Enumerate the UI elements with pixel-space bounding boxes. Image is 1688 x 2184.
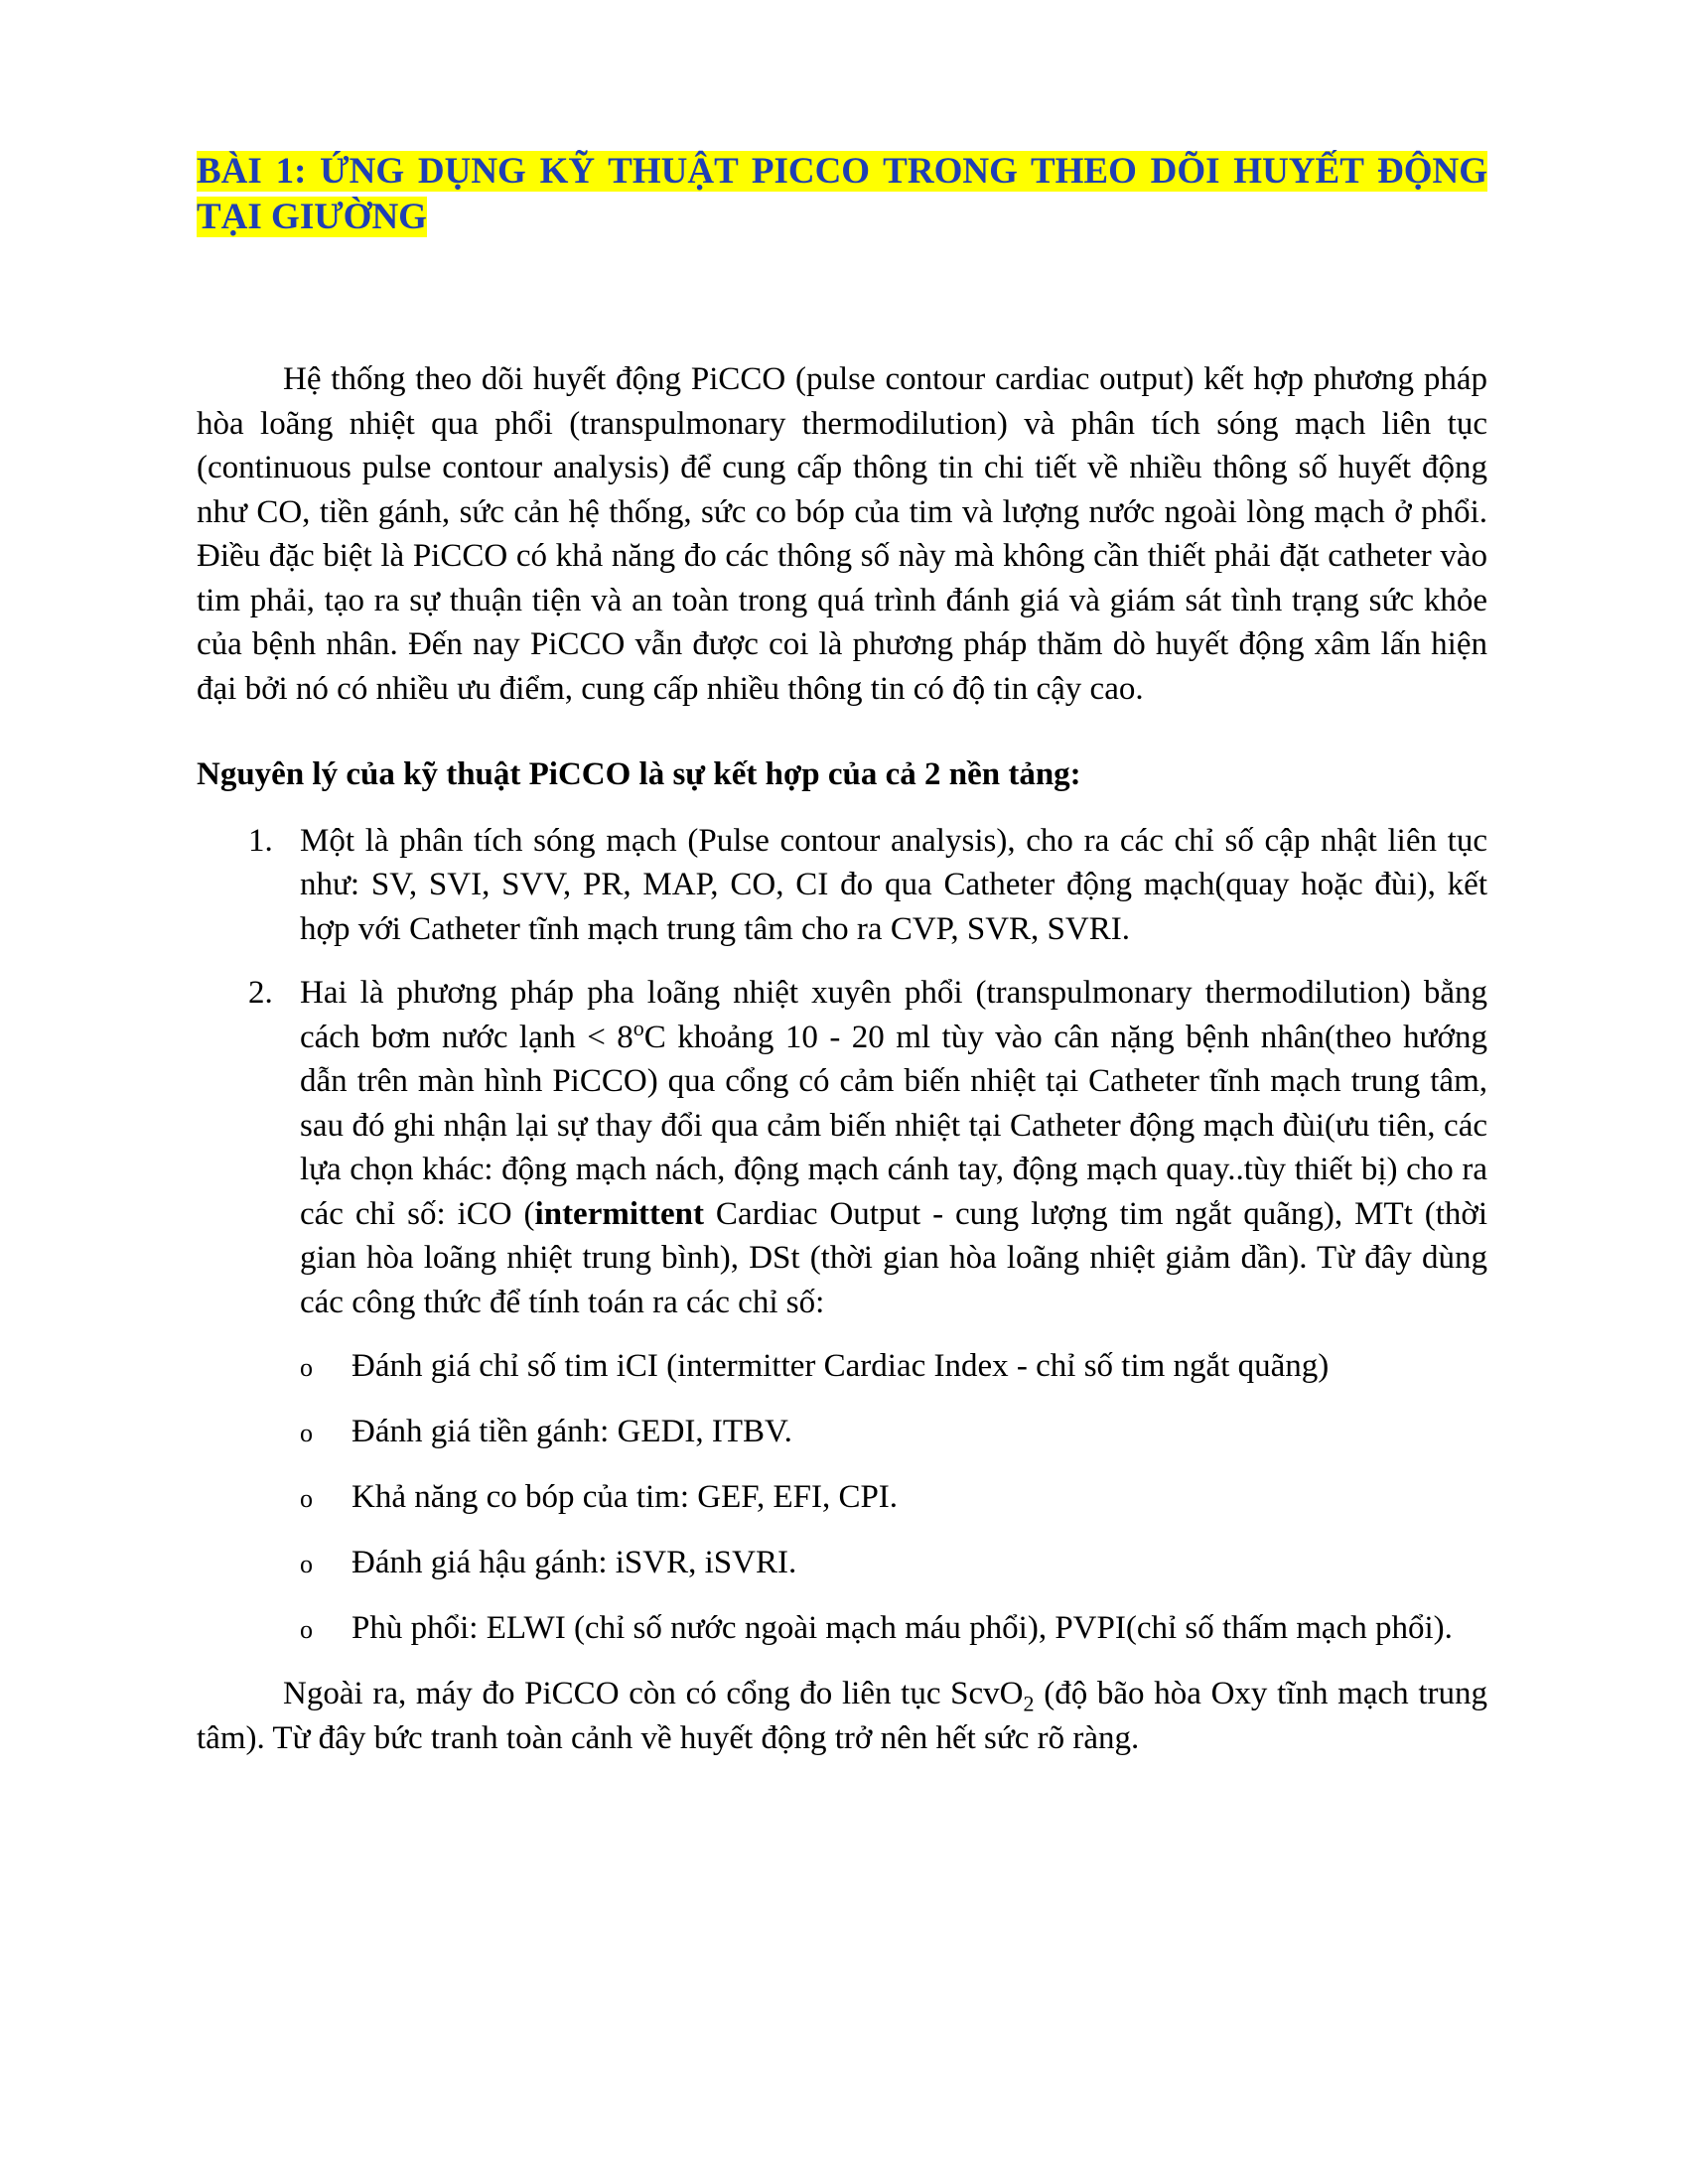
bullet-icon: o bbox=[300, 1353, 313, 1382]
title-highlight: BÀI 1: ỨNG DỤNG KỸ THUẬT PICCO TRONG THEO DÕI HUYẾT ĐỘNG TẠI GIƯỜNG bbox=[197, 151, 1487, 237]
sublist-item bbox=[300, 1344, 1487, 1391]
lesson-title bbox=[197, 149, 1487, 240]
sublist-item-text: Đánh giá hậu gánh: iSVR, iSVRI. bbox=[352, 1545, 797, 1580]
outro-paragraph bbox=[197, 1672, 1487, 1760]
list-number: 1. bbox=[248, 822, 273, 859]
sublist-item-text: Phù phổi: ELWI (chỉ số nước ngoài mạch máu phổi), PVPI(chỉ số thấm mạch phổi). bbox=[352, 1610, 1453, 1646]
index-sublist bbox=[300, 1344, 1487, 1653]
principle-heading: Nguyên lý của kỹ thuật PiCCO là sự kết hợp của cả 2 nền tảng: bbox=[197, 756, 1081, 792]
sublist-item-text: Đánh giá tiền gánh: GEDI, ITBV. bbox=[352, 1414, 792, 1449]
outro-text-part: Ngoài ra, máy đo PiCCO còn có cổng đo liên tục ScvO bbox=[283, 1676, 1024, 1711]
bold-term: intermittent bbox=[534, 1195, 704, 1232]
list-item-text: Một là phân tích sóng mạch (Pulse contour analysis), cho ra các chỉ số cập nhật liên tục như: SV, SVI, SVV, PR, MAP, CO, CI đo qua Catheter động mạch(quay hoặc đùi), kết hợp với Catheter tĩnh mạch trung tâm cho ra CVP, SVR, SVRI. bbox=[300, 822, 1487, 947]
intro-paragraph: Hệ thống theo dõi huyết động PiCCO (pulse contour cardiac output) kết hợp phương pháp hòa loãng nhiệt qua phổi (transpulmonary thermodilution) và phân tích sóng mạch liên tục (continuous pulse contour analysis) để cung cấp thông tin chi tiết về nhiều thông số huyết động như CO, tiền gánh, sức cản hệ thống, sức co bóp của tim và lượng nước ngoài lòng mạch ở phổi. Điều đặc biệt là PiCCO có khả năng đo các thông số này mà không cần thiết phải đặt catheter vào tim phải, tạo ra sự thuận tiện và an toàn trong quá trình đánh giá và giám sát tình trạng sức khỏe của bệnh nhân. Đến nay PiCCO vẫn được coi là phương pháp thăm dò huyết động xâm lấn hiện đại bởi nó có nhiều ưu điểm, cung cấp nhiều thông tin có độ tin cậy cao. bbox=[197, 361, 1487, 707]
sublist-item bbox=[300, 1410, 1487, 1456]
bullet-icon: o bbox=[300, 1550, 313, 1578]
list-text-part: Hai là phương pháp pha loãng nhiệt xuyên phổi (transpulmonary thermodilution) bằng cách bơm nước lạnh < 8 bbox=[300, 975, 1487, 1055]
list-item-text bbox=[300, 971, 1487, 1324]
subscript: 2 bbox=[1023, 1691, 1035, 1716]
list-text-part: C khoảng 10 - 20 ml tùy vào cân nặng bệnh nhân(theo hướng dẫn trên màn hình PiCCO) qua cổng có cảm biến nhiệt tại Catheter tĩnh mạch trung tâm, sau đó ghi nhận lại sự thay đổi qua cảm biến nhiệt tại Catheter động mạch đùi(ưu tiên, các lựa chọn khác: động mạch nách, động mạch cánh tay, động mạch quay..tùy thiết bị) cho ra các chỉ số: iCO ( bbox=[300, 1019, 1487, 1232]
sublist-item bbox=[300, 1541, 1487, 1587]
bullet-icon: o bbox=[300, 1484, 313, 1513]
bullet-icon: o bbox=[300, 1615, 313, 1644]
list-item bbox=[197, 819, 1487, 952]
principle-list bbox=[197, 819, 1487, 1325]
sublist-item bbox=[300, 1475, 1487, 1522]
list-item bbox=[197, 971, 1487, 1324]
degree-superscript: o bbox=[633, 1015, 644, 1040]
outro-text-part: (độ bão hòa Oxy tĩnh mạch trung tâm). Từ đây bức tranh toàn cảnh về huyết động trở nên hết sức rõ ràng. bbox=[197, 1676, 1487, 1756]
list-text-part: Cardiac Output - cung lượng tim ngắt quãng), MTt (thời gian hòa loãng nhiệt trung bình), DSt (thời gian hòa loãng nhiệt giảm dần). Từ đây dùng các công thức để tính toán ra các chỉ số: bbox=[300, 1195, 1487, 1320]
document-body bbox=[197, 149, 1487, 1760]
sublist-item bbox=[300, 1606, 1487, 1653]
bullet-icon: o bbox=[300, 1419, 313, 1447]
sublist-item-text: Khả năng co bóp của tim: GEF, EFI, CPI. bbox=[352, 1479, 899, 1515]
list-number: 2. bbox=[248, 975, 273, 1011]
sublist-item-text: Đánh giá chỉ số tim iCI (intermitter Cardiac Index - chỉ số tim ngắt quãng) bbox=[352, 1348, 1330, 1384]
